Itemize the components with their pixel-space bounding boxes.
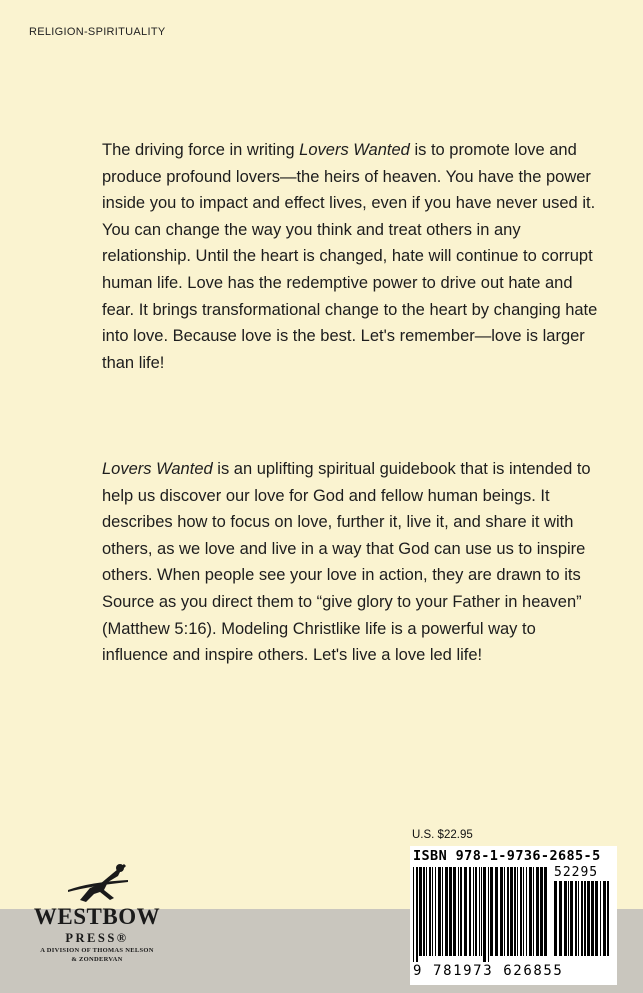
blurb-paragraph-2: Lovers Wanted is an uplifting spiritual guidebook that is intended to help us discover our love for God and fellow human beings. It describes how to focus on love, further it, live it, and share it with others, as we love and live in a way that God can use us to inspire others. When people see your love in action, they are drawn to its Source as you direct them to “give glory to your Father in heaven” (Matthew 5:16). Modeling Christlike life is a powerful way to influence and inspire others. Let's live a love led life! xyxy=(102,460,591,665)
barcode-icon xyxy=(413,867,549,962)
blurb-paragraph-1: The driving force in writing Lovers Wanted is to promote love and produce profound lovers—the heirs of heaven. You have the power inside you to impact and effect lives, even if you have never used it. You can change the way you think and treat others in any relationship. Until the heart is changed, hate will continue to corrupt human life. Love has the redemptive power to drive out hate and fear. It brings transformational change to the heart by changing hate into love. Because love is the best. Let's remember—love is larger than life! xyxy=(102,141,598,372)
book-title-italic: Lovers Wanted xyxy=(102,460,213,478)
publisher-division-line-2: & ZONDERVAN xyxy=(71,956,123,963)
publisher-logo xyxy=(22,858,172,988)
publisher-division-line-1: A DIVISION OF THOMAS NELSON xyxy=(40,947,154,954)
ean-digits: 9 781973 626855 xyxy=(413,963,564,979)
isbn-label: ISBN 978-1-9736-2685-5 xyxy=(413,848,601,864)
publisher-name: WESTBOW xyxy=(33,904,161,929)
addon-code: 52295 xyxy=(554,865,599,880)
category-label: RELIGION-SPIRITUALITY xyxy=(29,26,166,38)
book-title-italic: Lovers Wanted xyxy=(299,141,410,159)
publisher-press: PRESS® xyxy=(65,931,129,945)
price-label: U.S. $22.95 xyxy=(412,829,473,841)
barcode-box xyxy=(410,846,617,985)
runner-icon xyxy=(60,860,136,906)
addon-barcode-icon xyxy=(554,881,612,962)
